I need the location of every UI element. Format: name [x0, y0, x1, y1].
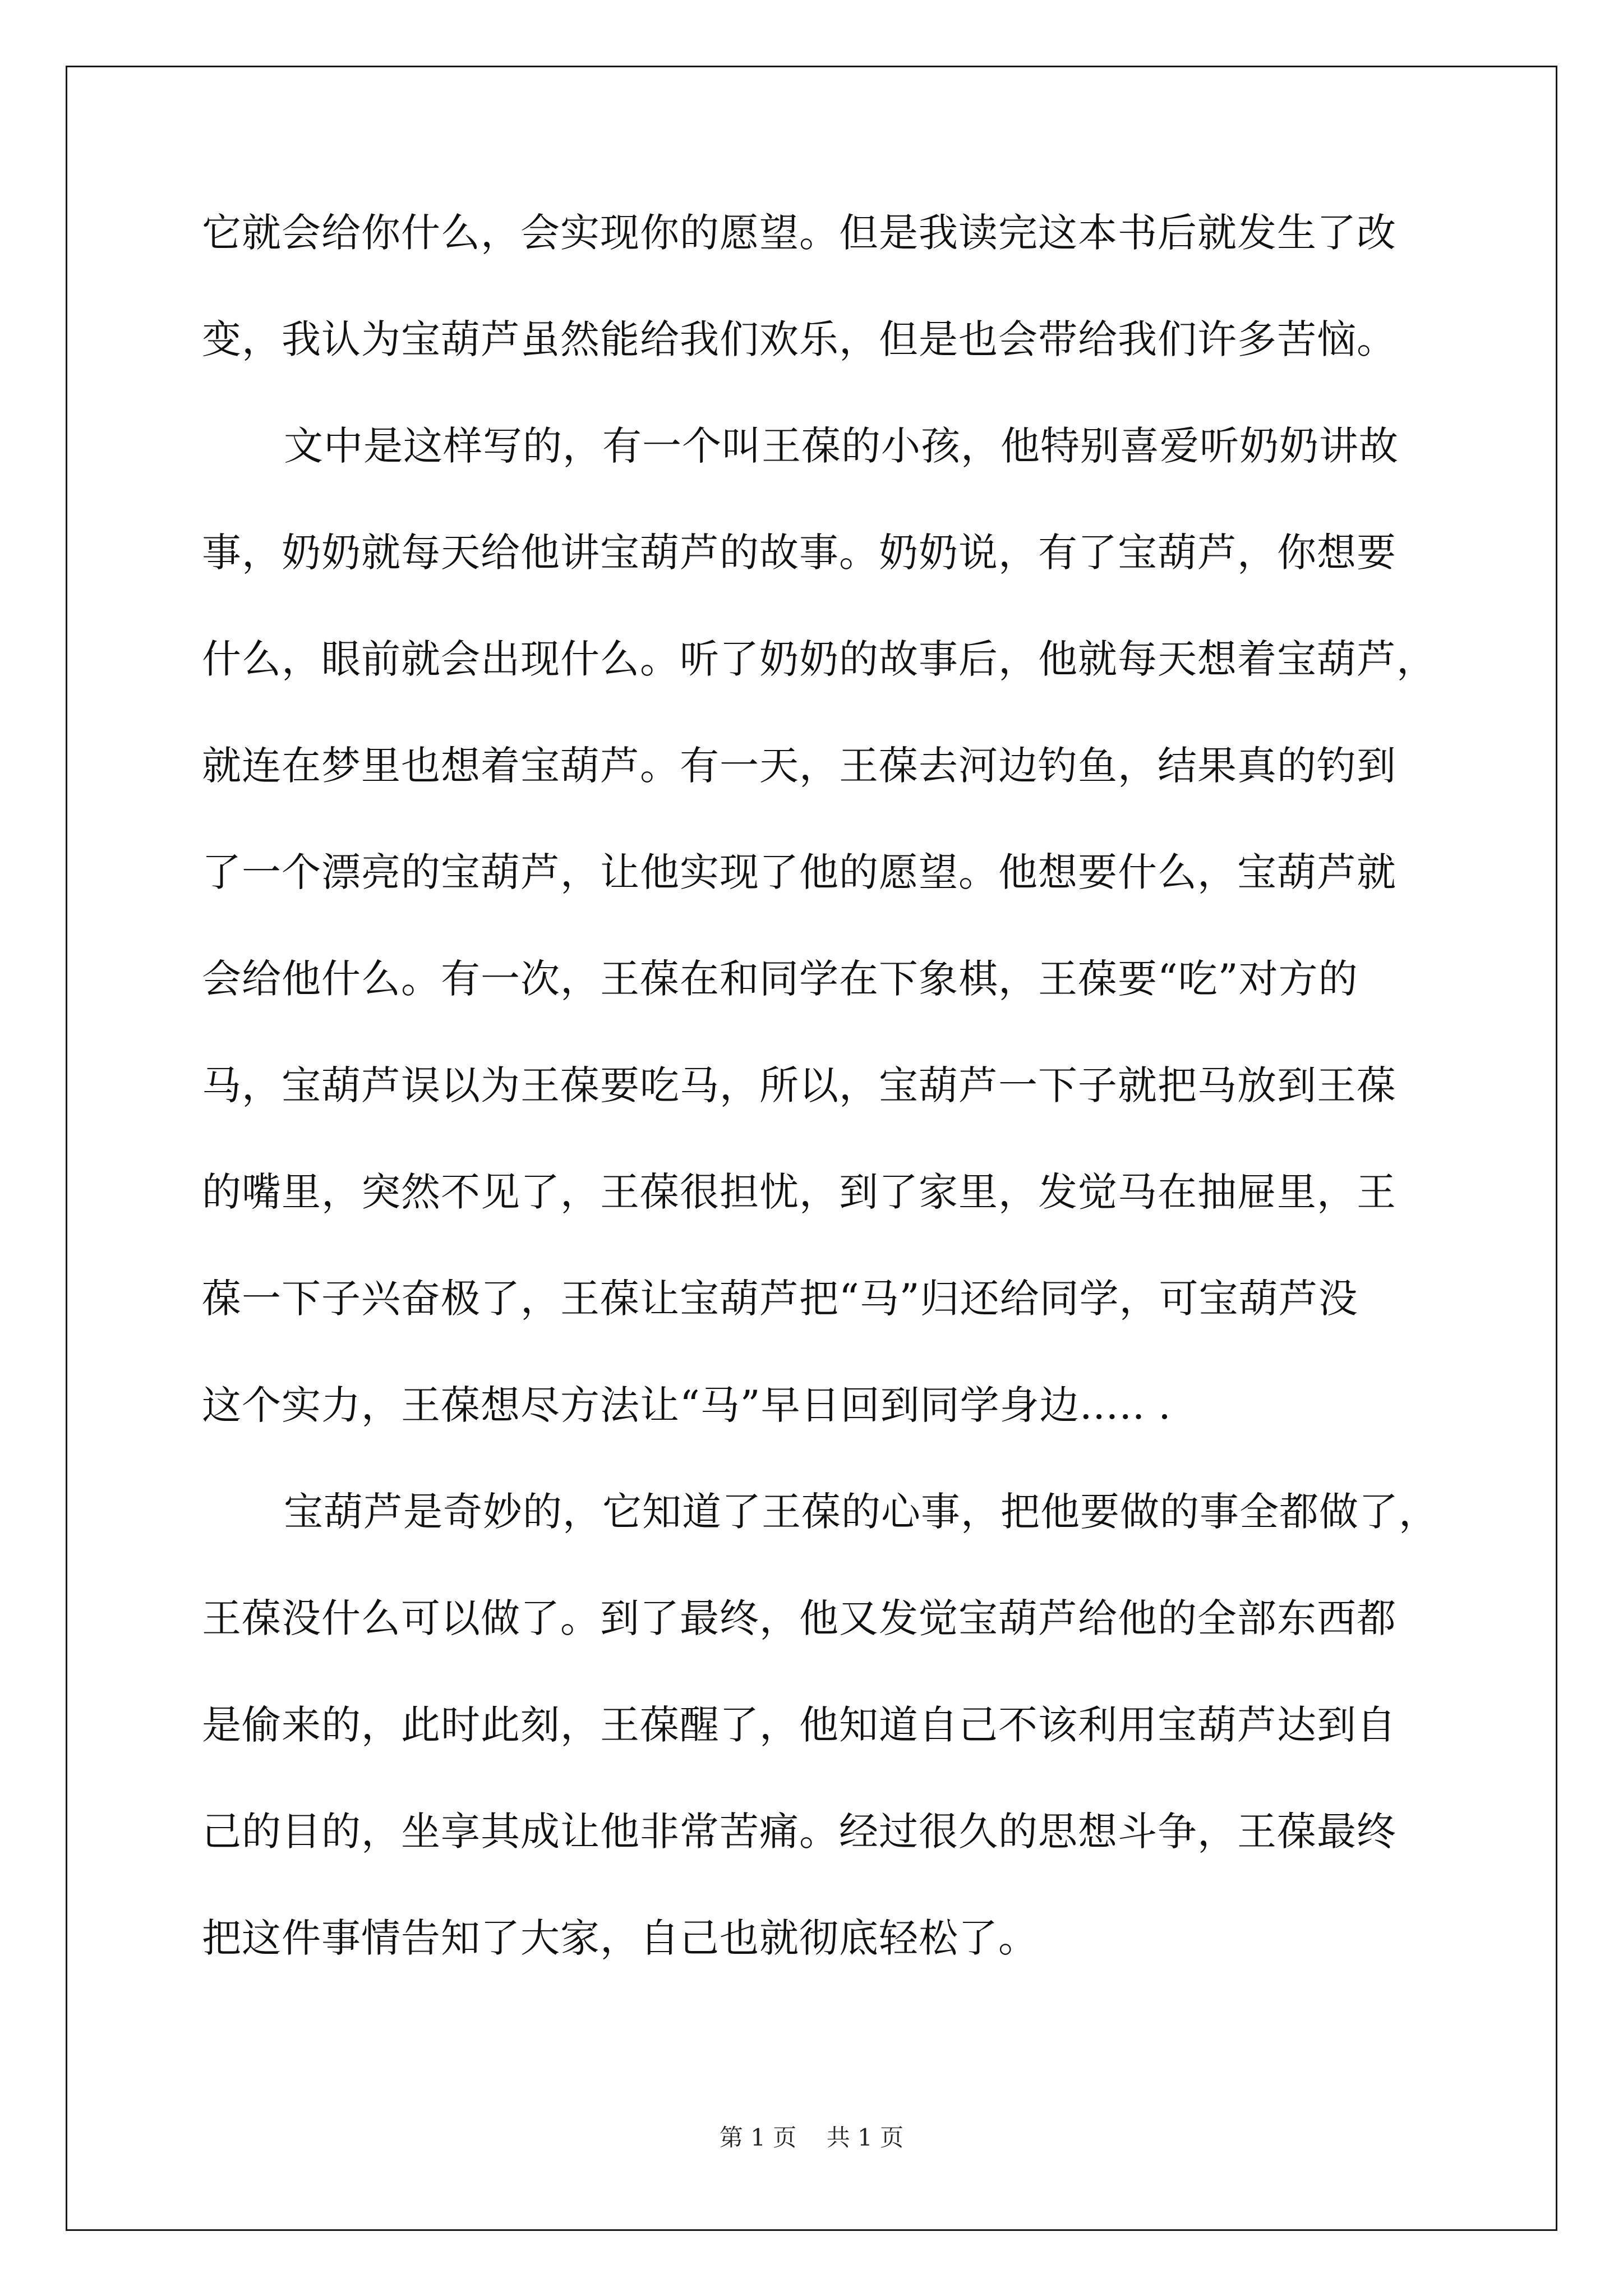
text-line: 的嘴里，突然不见了，王葆很担忧，到了家里，发觉马在抽屉里，王 [202, 1169, 1396, 1215]
text-line: 王葆没什么可以做了。到了最终，他又发觉宝葫芦给他的全部东西都 [202, 1595, 1396, 1641]
text-line: 就连在梦里也想着宝葫芦。有一天，王葆去河边钓鱼，结果真的钓到 [202, 743, 1396, 789]
text-line: 这个实力，王葆想尽方法让“马”早日回到同学身边….. . [202, 1382, 1172, 1428]
document-body [202, 210, 1438, 2025]
text-line: 事，奶奶就每天给他讲宝葫芦的故事。奶奶说，有了宝葫芦，你想要 [202, 530, 1396, 576]
text-line: 马，宝葫芦误以为王葆要吃马，所以，宝葫芦一下子就把马放到王葆 [202, 1062, 1396, 1108]
text-line: 了一个漂亮的宝葫芦，让他实现了他的愿望。他想要什么，宝葫芦就 [202, 849, 1396, 895]
page-number: 第 1 页 [719, 2124, 797, 2151]
text-line: 什么，眼前就会出现什么。听了奶奶的故事后，他就每天想着宝葫芦， [202, 636, 1436, 682]
page-footer [0, 2126, 1623, 2150]
text-line: 会给他什么。有一次，王葆在和同学在下象棋，王葆要“吃”对方的 [202, 956, 1358, 1002]
text-line: 是偷来的，此时此刻，王葆醒了，他知道自己不该利用宝葫芦达到自 [202, 1702, 1396, 1748]
paragraph-start-line: 文中是这样写的，有一个叫王葆的小孩，他特别喜爱听奶奶讲故 [284, 423, 1399, 469]
text-line: 葆一下子兴奋极了，王葆让宝葫芦把“马”归还给同学，可宝葫芦没 [202, 1276, 1358, 1322]
page-total: 共 1 页 [826, 2124, 904, 2151]
text-line: 把这件事情告知了大家，自己也就彻底轻松了。 [202, 1915, 1038, 1961]
text-line: 它就会给你什么，会实现你的愿望。但是我读完这本书后就发生了改 [202, 210, 1396, 256]
text-line: 变，我认为宝葫芦虽然能给我们欢乐，但是也会带给我们许多苦恼。 [202, 316, 1396, 362]
text-line: 己的目的，坐享其成让他非常苦痛。经过很久的思想斗争，王葆最终 [202, 1809, 1396, 1855]
paragraph-start-line: 宝葫芦是奇妙的，它知道了王葆的心事，把他要做的事全都做了， [284, 1489, 1438, 1535]
